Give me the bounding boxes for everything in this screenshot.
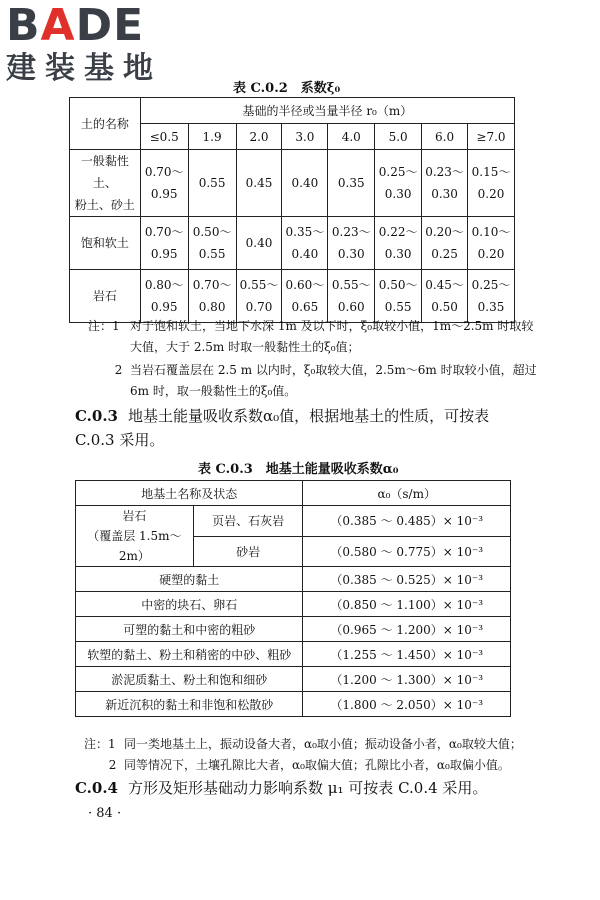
- soil-state-cell: 硬塑的黏土: [76, 567, 303, 592]
- soil-name-cell: 饱和软土: [70, 217, 141, 270]
- soil-name-cell: 一般黏性土、 粉土、砂土: [70, 150, 141, 217]
- xi0-value-cell: 0.25～ 0.35: [468, 270, 515, 323]
- rock-subtype-value: （0.580 ～ 0.775）× 10⁻³: [303, 536, 511, 567]
- xi0-value-cell: 0.20～ 0.25: [422, 217, 468, 270]
- table-row: [70, 217, 515, 270]
- xi0-value-cell: 0.55～ 0.60: [328, 270, 375, 323]
- soil-state-cell: 新近沉积的黏土和非饱和松散砂: [76, 692, 303, 717]
- row-header-cell: 土的名称: [70, 98, 141, 150]
- rock-subtype-name: 砂岩: [193, 536, 303, 567]
- xi0-value-cell: 0.80～ 0.95: [140, 270, 188, 323]
- table-row: [70, 270, 515, 323]
- logo-wordmark: BADE: [6, 0, 145, 51]
- soil-state-cell: 可塑的黏土和中密的粗砂: [76, 617, 303, 642]
- soil-state-cell: 中密的块石、卵石: [76, 592, 303, 617]
- xi0-value-cell: 0.23～ 0.30: [422, 150, 468, 217]
- table-row: [76, 667, 511, 692]
- rock-subtype-name: 页岩、石灰岩: [193, 506, 303, 537]
- section-c04-number: C.0.4: [75, 779, 118, 797]
- brand-logo: [6, 0, 178, 86]
- xi0-value-cell: 0.45: [236, 150, 282, 217]
- alpha0-value-cell: （1.255 ～ 1.450）× 10⁻³: [303, 642, 511, 667]
- radius-column-header: 3.0: [282, 124, 328, 150]
- table1-note-1: 注：1 对于饱和软土，当地下水深 1m 及以下时，ξ₀取较小值，1m～2.5m 时取较 大值，大于 2.5m 时取一般黏性土的ξ₀值；: [88, 319, 534, 354]
- section-c04: C.0.4 方形及矩形基础动力影响系数 μ₁ 可按表 C.0.4 采用。: [75, 779, 488, 797]
- table2-caption: 表 C.0.3 地基土能量吸收系数α₀: [198, 462, 399, 477]
- xi0-value-cell: 0.70～ 0.95: [140, 217, 188, 270]
- table-row: [76, 567, 511, 592]
- rock-subtype-value: （0.385 ～ 0.485）× 10⁻³: [303, 506, 511, 537]
- xi0-value-cell: 0.40: [236, 217, 282, 270]
- table1-note-2: 2 当岩石覆盖层在 2.5 m 以内时，ξ₀取较大值，2.5m～6m 时取较小值，超过 6m 时，取一般黏性土的ξ₀值。: [114, 363, 537, 398]
- logo-subtitle: 建装基地: [6, 51, 162, 86]
- alpha0-value-cell: （0.385 ～ 0.525）× 10⁻³: [303, 567, 511, 592]
- alpha0-value-cell: （0.850 ～ 1.100）× 10⁻³: [303, 592, 511, 617]
- table-xi0: [69, 97, 515, 323]
- group-header-cell: 基础的半径或当量半径 r₀（m）: [140, 98, 514, 124]
- xi0-value-cell: 0.22～ 0.30: [375, 217, 422, 270]
- soil-state-cell: 软塑的黏土、粉土和稍密的中砂、粗砂: [76, 642, 303, 667]
- radius-column-header: ≥7.0: [468, 124, 515, 150]
- xi0-value-cell: 0.70～ 0.95: [140, 150, 188, 217]
- table-row: [70, 150, 515, 217]
- xi0-value-cell: 0.50～ 0.55: [375, 270, 422, 323]
- table2-note-1: 注：1 同一类地基土上，振动设备大者，α₀取小值；振动设备小者，α₀取较大值；: [84, 737, 522, 751]
- radius-column-header: ≤0.5: [140, 124, 188, 150]
- soil-state-cell: 淤泥质黏土、粉土和饱和细砂: [76, 667, 303, 692]
- rock-label-cell: 岩石 （覆盖层 1.5m～2m）: [76, 506, 194, 567]
- xi0-value-cell: 0.10～ 0.20: [468, 217, 515, 270]
- radius-column-header: 6.0: [422, 124, 468, 150]
- table2-note-2: 2 同等情况下，土壤孔隙比大者，α₀取偏大值；孔隙比小者，α₀取偏小值。: [108, 758, 510, 772]
- radius-column-header: 5.0: [375, 124, 422, 150]
- xi0-value-cell: 0.55～ 0.70: [236, 270, 282, 323]
- table-row: [76, 642, 511, 667]
- radius-column-header: 4.0: [328, 124, 375, 150]
- radius-column-header: 2.0: [236, 124, 282, 150]
- header-soil-name: 地基土名称及状态: [76, 481, 303, 506]
- xi0-value-cell: 0.70～ 0.80: [188, 270, 236, 323]
- alpha0-value-cell: （0.965 ～ 1.200）× 10⁻³: [303, 617, 511, 642]
- page-number: · 84 ·: [88, 806, 122, 821]
- xi0-value-cell: 0.40: [282, 150, 328, 217]
- xi0-value-cell: 0.55: [188, 150, 236, 217]
- section-c03: C.0.3 地基土能量吸收系数α₀值，根据地基土的性质，可按表 C.0.3 采用。: [75, 407, 490, 449]
- xi0-value-cell: 0.45～ 0.50: [422, 270, 468, 323]
- table1-caption: 表 C.0.2 系数ξ₀: [233, 81, 341, 96]
- table-row: [76, 692, 511, 717]
- xi0-value-cell: 0.25～ 0.30: [375, 150, 422, 217]
- alpha0-value-cell: （1.800 ～ 2.050）× 10⁻³: [303, 692, 511, 717]
- xi0-value-cell: 0.35～ 0.40: [282, 217, 328, 270]
- xi0-value-cell: 0.60～ 0.65: [282, 270, 328, 323]
- radius-column-header: 1.9: [188, 124, 236, 150]
- xi0-value-cell: 0.23～ 0.30: [328, 217, 375, 270]
- xi0-value-cell: 0.15～ 0.20: [468, 150, 515, 217]
- xi0-value-cell: 0.50～ 0.55: [188, 217, 236, 270]
- header-alpha0: α₀（s/m）: [303, 481, 511, 506]
- soil-name-cell: 岩石: [70, 270, 141, 323]
- table-alpha0: [75, 480, 511, 717]
- alpha0-value-cell: （1.200 ～ 1.300）× 10⁻³: [303, 667, 511, 692]
- section-c03-number: C.0.3: [75, 407, 118, 425]
- xi0-value-cell: 0.35: [328, 150, 375, 217]
- table-row: [76, 592, 511, 617]
- table-row: [76, 617, 511, 642]
